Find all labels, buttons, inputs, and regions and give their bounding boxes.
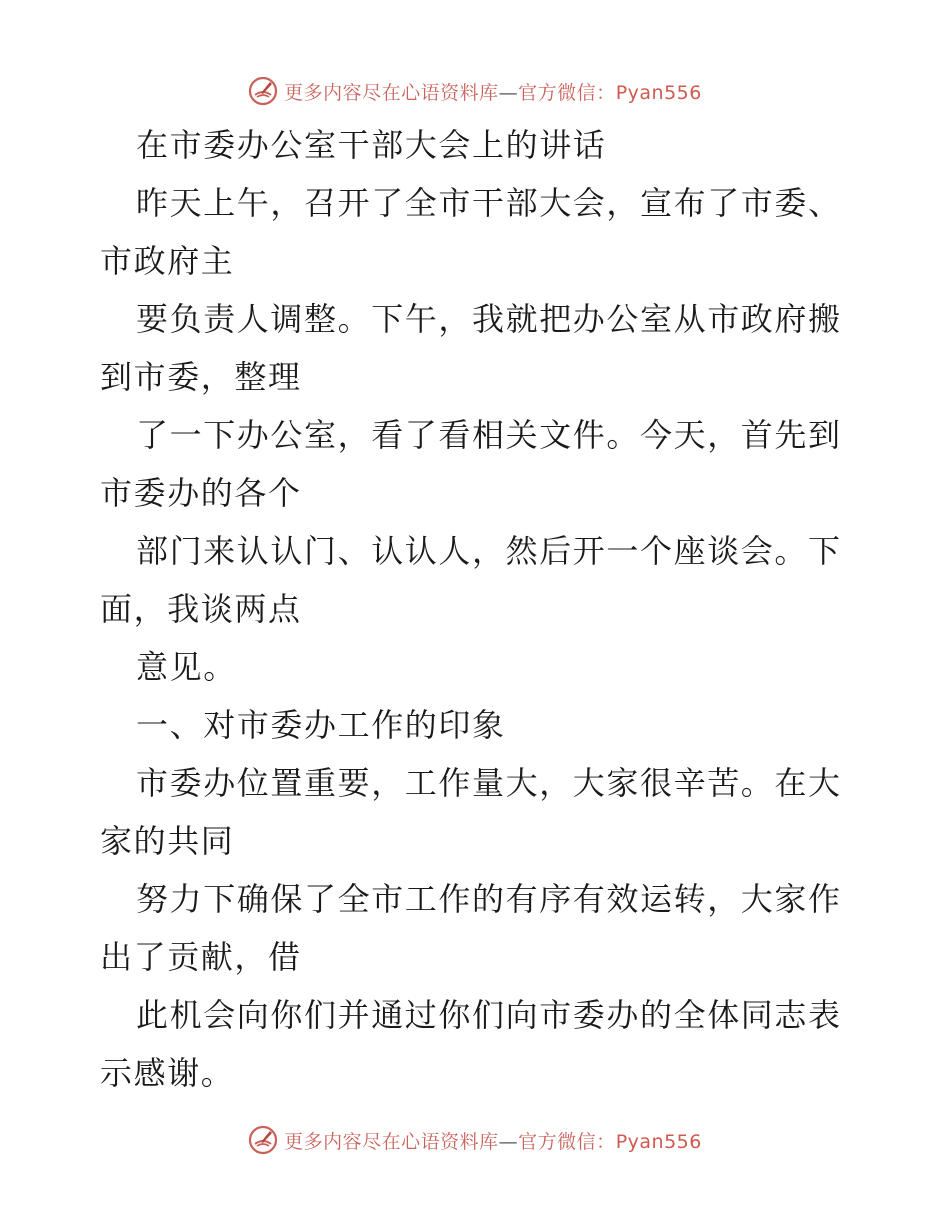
paragraph-line: 了一下办公室，看了看相关文件。今天，首先到 (136, 416, 842, 454)
paragraph-line: 到市委，整理 (100, 358, 302, 396)
watermark-text: 更多内容尽在心语资料库—官方微信：Pyan556 (284, 1130, 702, 1153)
paragraph-line: 意见。 (136, 648, 237, 686)
paragraph-line: 面，我谈两点 (100, 590, 302, 628)
book-quill-logo-icon (248, 1125, 278, 1155)
paragraph-line: 家的共同 (100, 822, 235, 860)
document-title: 在市委办公室干部大会上的讲话 (136, 126, 607, 164)
paragraph-line: 此机会向你们并通过你们向市委办的全体同志表 (136, 996, 842, 1034)
paragraph-line: 市委办的各个 (100, 474, 302, 512)
watermark-text: 更多内容尽在心语资料库—官方微信：Pyan556 (284, 81, 702, 104)
paragraph-line: 昨天上午，召开了全市干部大会，宣布了市委、 (136, 184, 842, 222)
paragraph-line: 市委办位置重要，工作量大，大家很辛苦。在大 (136, 764, 842, 802)
book-quill-logo-icon (248, 76, 278, 106)
paragraph-line: 出了贡献，借 (100, 938, 302, 976)
paragraph-line: 示感谢。 (100, 1054, 235, 1092)
paragraph-line: 努力下确保了全市工作的有序有效运转，大家作 (136, 880, 842, 918)
paragraph-line: 部门来认认门、认认人，然后开一个座谈会。下 (136, 532, 842, 570)
paragraph-line: 要负责人调整。下午，我就把办公室从市政府搬 (136, 300, 842, 338)
footer-watermark (0, 1120, 950, 1160)
section-heading: 一、对市委办工作的印象 (136, 706, 506, 744)
document-body (100, 116, 860, 1102)
paragraph-line: 市政府主 (100, 242, 235, 280)
header-watermark (0, 71, 950, 111)
